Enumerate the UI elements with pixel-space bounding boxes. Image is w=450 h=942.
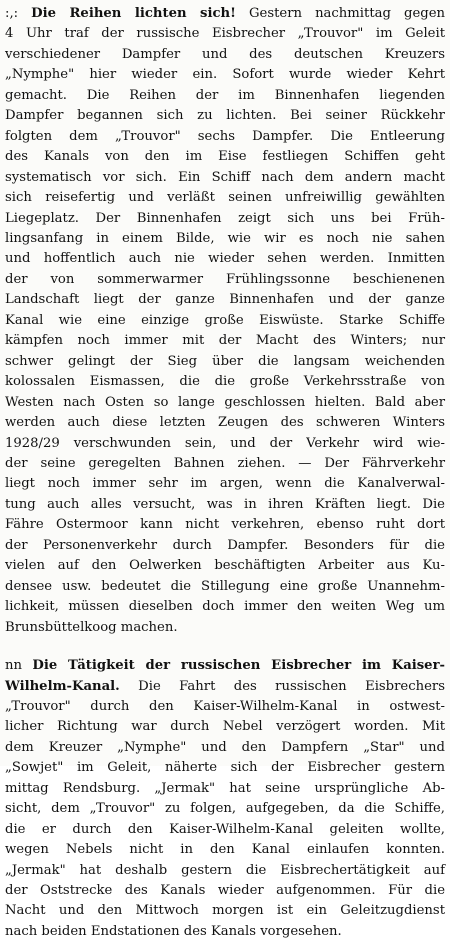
- text-line: Westen nach Osten so lange geschlossen hielten. Bald aber: [5, 394, 445, 410]
- text-line: :,: Die Reihen lichten sich! Gestern nachmittag gegen: [5, 6, 445, 21]
- text-line: „Jermak" hat deshalb gestern die Eisbrechertätigkeit auf: [5, 862, 445, 878]
- text-line: Liegeplatz. Der Binnenhafen zeigt sich uns bei Früh-: [5, 210, 445, 226]
- text-line: Fähre Ostermoor kann nicht verkehren, ebenso ruht dort: [5, 517, 445, 533]
- text-line: sich reisefertig und verläßt seinen unfreiwillig gewählten: [5, 190, 445, 206]
- text-line: die er durch den Kaiser-Wilhelm-Kanal geleiten wollte,: [5, 821, 445, 837]
- text-line: Wilhelm-Kanal. Die Fahrt des russischen Eisbrechers: [5, 678, 445, 694]
- text-line: nn Die Tätigkeit der russischen Eisbrecher im Kaiser-: [5, 658, 445, 674]
- text-line: „Trouvor" durch den Kaiser-Wilhelm-Kanal in ostwest-: [5, 698, 445, 714]
- text-line: folgten dem „Trouvor" sechs Dampfer. Die Entleerung: [5, 128, 445, 144]
- text-line: dem Kreuzer „Nymphe" und den Dampfern „Star" und: [5, 739, 445, 755]
- text-line: kämpfen noch immer mit der Macht des Winters; nur: [5, 333, 445, 349]
- text-line: schwer gelingt der Sieg über die langsam weichenden: [5, 353, 445, 369]
- text-line: lingsanfang in einem Bilde, wie wir es noch nie sahen: [5, 230, 445, 246]
- text-line: und hoffentlich auch nie wieder sehen werden. Inmitten: [5, 251, 445, 267]
- text-line: der Oststrecke des Kanals wieder aufgenommen. Für die: [5, 883, 445, 899]
- text-line: tung auch alles versucht, was in ihren Kräften liegt. Die: [5, 496, 445, 512]
- text-line: des Kanals von den im Eise festliegen Schiffen geht: [5, 149, 445, 165]
- text-line: der von sommerwarmer Frühlingssonne beschienenen: [5, 271, 445, 287]
- text-line: nach beiden Endstationen des Kanals vorgesehen.: [5, 923, 342, 939]
- text-line: Kanal wie eine einzige große Eiswüste. Starke Schiffe: [5, 312, 445, 328]
- text-line: „Nymphe" hier wieder ein. Sofort wurde wieder Kehrt: [5, 67, 445, 83]
- text-line: sicht, dem „Trouvor" zu folgen, aufgegeben, da die Schiffe,: [5, 801, 445, 817]
- text-line: liegt noch immer sehr im argen, wenn die Kanalverwal-: [5, 476, 445, 492]
- text-line: verschiedener Dampfer und des deutschen Kreuzers: [5, 46, 445, 62]
- text-line: gemacht. Die Reihen der im Binnenhafen liegenden: [5, 87, 445, 103]
- text-line: mittag Rendsburg. „Jermak" hat seine ursprüngliche Ab-: [5, 780, 445, 796]
- text-line: systematisch vor sich. Ein Schiff nach dem andern macht: [5, 169, 445, 185]
- article-taetigkeit-eisbrecher: [5, 656, 445, 942]
- text-line: Landschaft liegt der ganze Binnenhafen und der ganze: [5, 292, 445, 308]
- article-eisbrecher-trouvor: [5, 4, 445, 638]
- text-line: licher Richtung war durch Nebel verzögert worden. Mit: [5, 719, 445, 735]
- text-line: vielen auf den Oelwerken beschäftigten Arbeiter aus Ku-: [5, 558, 445, 574]
- text-line: 4 Uhr traf der russische Eisbrecher „Trouvor" im Geleit: [5, 26, 445, 42]
- text-line: Brunsbüttelkoog machen.: [5, 619, 178, 635]
- text-line: wegen Nebels nicht in den Kanal einlaufen konnten.: [5, 842, 445, 858]
- text-line: „Sowjet" im Geleit, näherte sich der Eisbrecher gestern: [5, 760, 445, 776]
- text-line: densee usw. bedeutet die Stillegung eine große Unannehm-: [5, 578, 445, 594]
- text-line: Nacht und den Mittwoch morgen ist ein Geleitzugdienst: [5, 903, 445, 919]
- text-line: werden auch diese letzten Zeugen des schweren Winters: [5, 415, 445, 431]
- article-separator: [5, 638, 445, 656]
- text-line: kolossalen Eismassen, die die große Verkehrsstraße von: [5, 374, 445, 390]
- text-line: der Personenverkehr durch Dampfer. Besonders für die: [5, 537, 445, 553]
- text-line: 1928/29 verschwunden sein, und der Verkehr wird wie-: [5, 435, 445, 451]
- text-line: der seine geregelten Bahnen ziehen. — Der Fährverkehr: [5, 455, 445, 471]
- text-line: lichkeit, müssen dieselben doch immer den weiten Weg um: [5, 599, 445, 615]
- text-line: Dampfer begannen sich zu lichten. Bei seiner Rückkehr: [5, 108, 445, 124]
